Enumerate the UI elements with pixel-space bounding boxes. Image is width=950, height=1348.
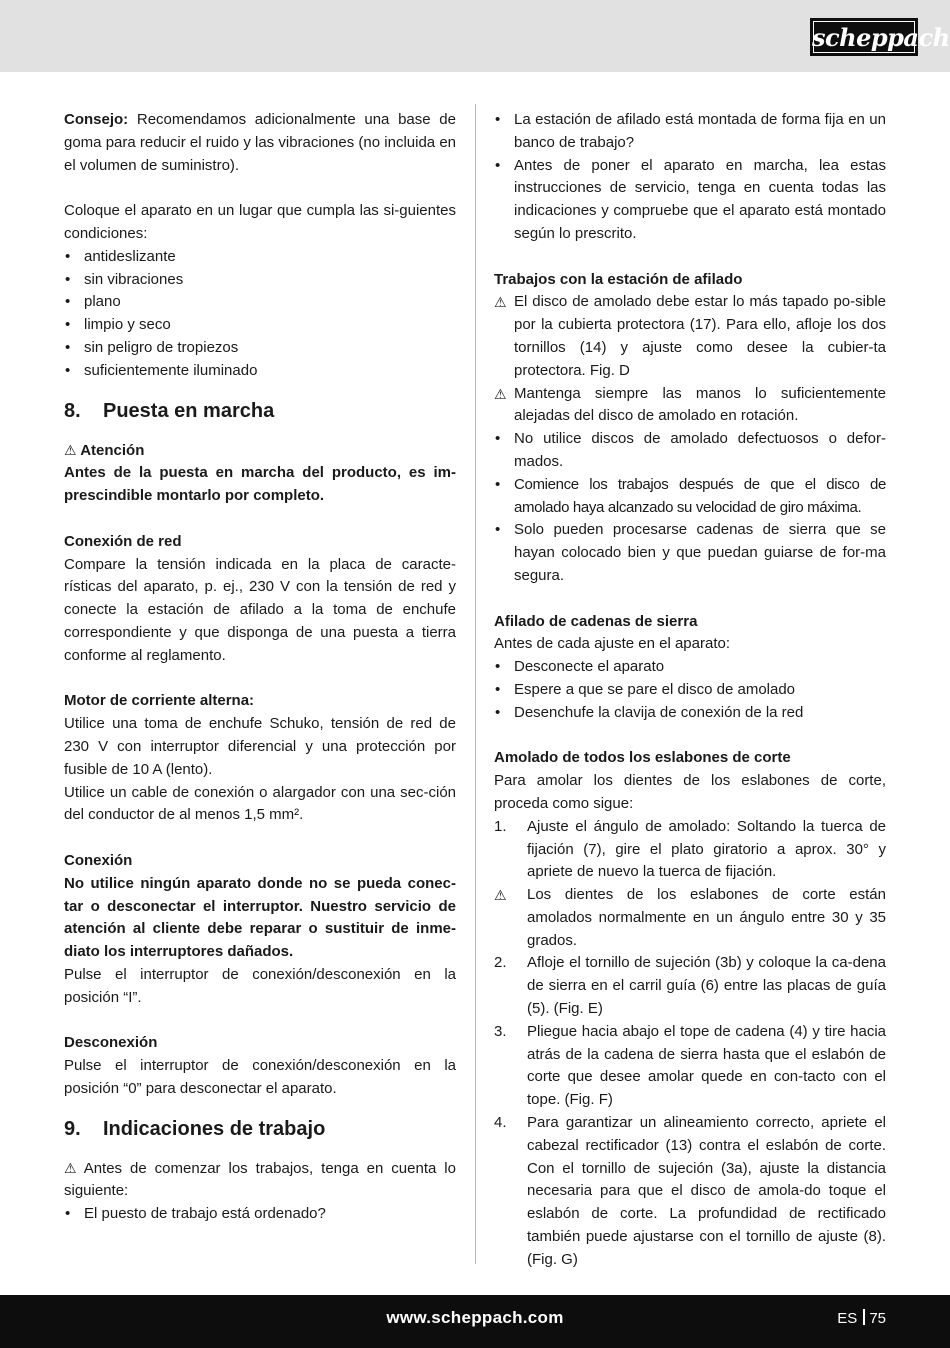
- mains-connection-text: Compare la tensión indicada en la placa de caracte-rísticas del aparato, p. ej., 230 V con la tensión de red y conecte la estación de afilado a la toma de enchufe correspondiente y que disponga de una puesta a tierra conforme al reglamento.: [64, 555, 456, 664]
- page-info: [837, 1309, 886, 1327]
- grinding-heading: Amolado de todos los eslabones de corte: [494, 749, 791, 767]
- step-number: 3.: [494, 1022, 507, 1040]
- section-number: 8.: [64, 399, 81, 422]
- step-item: [494, 1021, 886, 1112]
- work-with-station-heading: Trabajos con la estación de afilado: [494, 270, 743, 288]
- list-item: • Solo pueden procesarse cadenas de sierra que se hayan colocado bien y que puedan guiarse de for-ma segura.: [494, 519, 886, 587]
- list-item: • plano: [64, 291, 456, 314]
- warning-icon: ⚠: [494, 385, 507, 402]
- list-item: • sin vibraciones: [64, 269, 456, 292]
- website-link[interactable]: www.scheppach.com: [386, 1308, 564, 1327]
- attention-heading: [64, 439, 456, 463]
- work-notes-text: Antes de comenzar los trabajos, tenga en cuenta lo siguiente:: [64, 1159, 456, 1200]
- work-notes-warning: [64, 1157, 456, 1204]
- ac-motor-cable-text: Utilice un cable de conexión o alargador con una sec-ción del conductor de al menos 1,5 mm².: [64, 783, 456, 824]
- step-number: 1.: [494, 817, 507, 835]
- step-text: Para garantizar un alineamiento correcto, apriete el cabezal rectificador (13) contra el eslabón de corte. Con el tornillo de sujeción (3a), ajuste la distancia necesaria para que el disco de amola-do toque el eslabón de corte. La profundidad de rectificado también puede ajustarse con el tornillo de ajuste (8). (Fig. G): [527, 1114, 886, 1268]
- list-item: • Desconecte el aparato: [494, 656, 886, 679]
- section-title: Puesta en marcha: [103, 399, 275, 422]
- placement-intro: Coloque el aparato en un lugar que cumpla las si-guientes condiciones:: [64, 202, 456, 242]
- list-item: • suficientemente iluminado: [64, 360, 456, 383]
- placement-list: [64, 246, 456, 383]
- warning-icon: ⚠: [64, 441, 77, 458]
- list-item: • Comience los trabajos después de que el disco de amolado haya alcanzado su velocidad de giro máxima.: [494, 474, 886, 520]
- warning-icon: ⚠: [64, 1159, 77, 1176]
- ac-motor-heading: Motor de corriente alterna:: [64, 692, 255, 710]
- mains-connection-heading: Conexión de red: [64, 532, 182, 550]
- list-item: • Desenchufe la clavija de conexión de la red: [494, 702, 886, 725]
- warning-icon: ⚠: [494, 887, 507, 904]
- footer-bar: [0, 1295, 950, 1348]
- section-9-heading: [64, 1115, 456, 1143]
- switch-on-heading: Conexión: [64, 851, 133, 869]
- warning-item: [494, 291, 886, 382]
- language-code: ES: [837, 1310, 858, 1327]
- warning-item: [494, 383, 886, 429]
- separator: [863, 1309, 865, 1325]
- chain-sharpening-heading: Afilado de cadenas de sierra: [494, 612, 698, 630]
- list-item: • antideslizante: [64, 246, 456, 269]
- warning-icon: ⚠: [494, 294, 507, 311]
- header-bar: [0, 0, 950, 72]
- left-column: [64, 109, 456, 1226]
- work-rules-list: [494, 428, 886, 588]
- step-text: Afloje el tornillo de sujeción (3b) y coloque la ca-dena de sierra en el carril guía (6) entre las placas de guía (5). (Fig. E): [527, 954, 886, 1018]
- attention-text: Antes de la puesta en marcha del producto, es im-prescindible montarlo por completo.: [64, 464, 456, 505]
- scheppach-logo: scheppach: [810, 18, 918, 56]
- list-item: • sin peligro de tropiezos: [64, 337, 456, 360]
- tip-text: Recomendamos adicionalmente una base de goma para reducir el ruido y las vibraciones (no incluida en el volumen de suministro).: [64, 111, 456, 174]
- column-divider: [475, 104, 476, 1264]
- list-item: • La estación de afilado está montada de forma fija en un banco de trabajo?: [494, 109, 886, 155]
- step-warning-text: Los dientes de los eslabones de corte están amolados normalmente en un ángulo entre 30 y 35 grados.: [527, 886, 886, 949]
- tip-label: Consejo:: [64, 111, 129, 128]
- chain-sharpening-intro: Antes de cada ajuste en el aparato:: [494, 635, 731, 653]
- switch-off-text: Pulse el interruptor de conexión/desconexión en la posición “0” para desconectar el aparato.: [64, 1057, 456, 1097]
- step-item: [494, 1112, 886, 1272]
- warning-text: El disco de amolado debe estar lo más tapado po-sible por la cubierta protectora (17). Para ello, afloje los dos tornillos (14) y ajuste como desee la cubier-ta protectora. Fig. D: [514, 293, 886, 379]
- section-number: 9.: [64, 1117, 81, 1140]
- switch-on-warning: No utilice ningún aparato donde no se pueda conec-tar o desconectar el interruptor. Nuestro servicio de atención al cliente debe reparar o sustituir de inme-diato los interruptores dañados.: [64, 874, 456, 961]
- work-notes-list: [64, 1203, 456, 1226]
- list-item: • No utilice discos de amolado defectuosos o defor-mados.: [494, 428, 886, 474]
- list-item: • El puesto de trabajo está ordenado?: [64, 1203, 456, 1226]
- chain-sharpening-list: [494, 656, 886, 724]
- tip-paragraph: [64, 109, 456, 177]
- list-item: • Antes de poner el aparato en marcha, lea estas instrucciones de servicio, tenga en cuenta todas las indicaciones y compruebe que el aparato está montado según lo prescrito.: [494, 155, 886, 246]
- section-8-heading: [64, 397, 456, 425]
- step-number: 4.: [494, 1114, 507, 1132]
- attention-label: Atención: [80, 441, 145, 459]
- page-number: 75: [869, 1310, 886, 1327]
- step-text: Ajuste el ángulo de amolado: Soltando la tuerca de fijación (7), gire el plato giratorio a aprox. 30° y apriete de nuevo la tuerca de fijación.: [527, 817, 886, 881]
- step-warning: [494, 884, 886, 952]
- grinding-intro: Para amolar los dientes de los eslabones de corte, proceda como sigue:: [494, 772, 886, 812]
- checklist: [494, 109, 886, 246]
- step-item: [494, 816, 886, 884]
- step-number: 2.: [494, 954, 507, 972]
- switch-on-text: Pulse el interruptor de conexión/desconexión en la posición “I”.: [64, 965, 456, 1006]
- step-text: Pliegue hacia abajo el tope de cadena (4) y tire hacia atrás de la cadena de sierra hasta que el eslabón de corte que desee amolar quede en con-tacto con el tope. (Fig. F): [527, 1022, 886, 1109]
- switch-off-heading: Desconexión: [64, 1034, 158, 1052]
- warning-text: Mantenga siempre las manos lo suficientemente alejadas del disco de amolado en rotación.: [514, 384, 886, 425]
- ac-motor-text: Utilice una toma de enchufe Schuko, tensión de red de 230 V con interruptor diferencial y una protección por fusible de 10 A (lento).: [64, 715, 456, 778]
- list-item: • limpio y seco: [64, 314, 456, 337]
- section-title: Indicaciones de trabajo: [103, 1117, 326, 1140]
- list-item: • Espere a que se pare el disco de amolado: [494, 679, 886, 702]
- grinding-steps: [494, 816, 886, 1272]
- step-item: [494, 952, 886, 1020]
- right-column: [494, 109, 886, 1272]
